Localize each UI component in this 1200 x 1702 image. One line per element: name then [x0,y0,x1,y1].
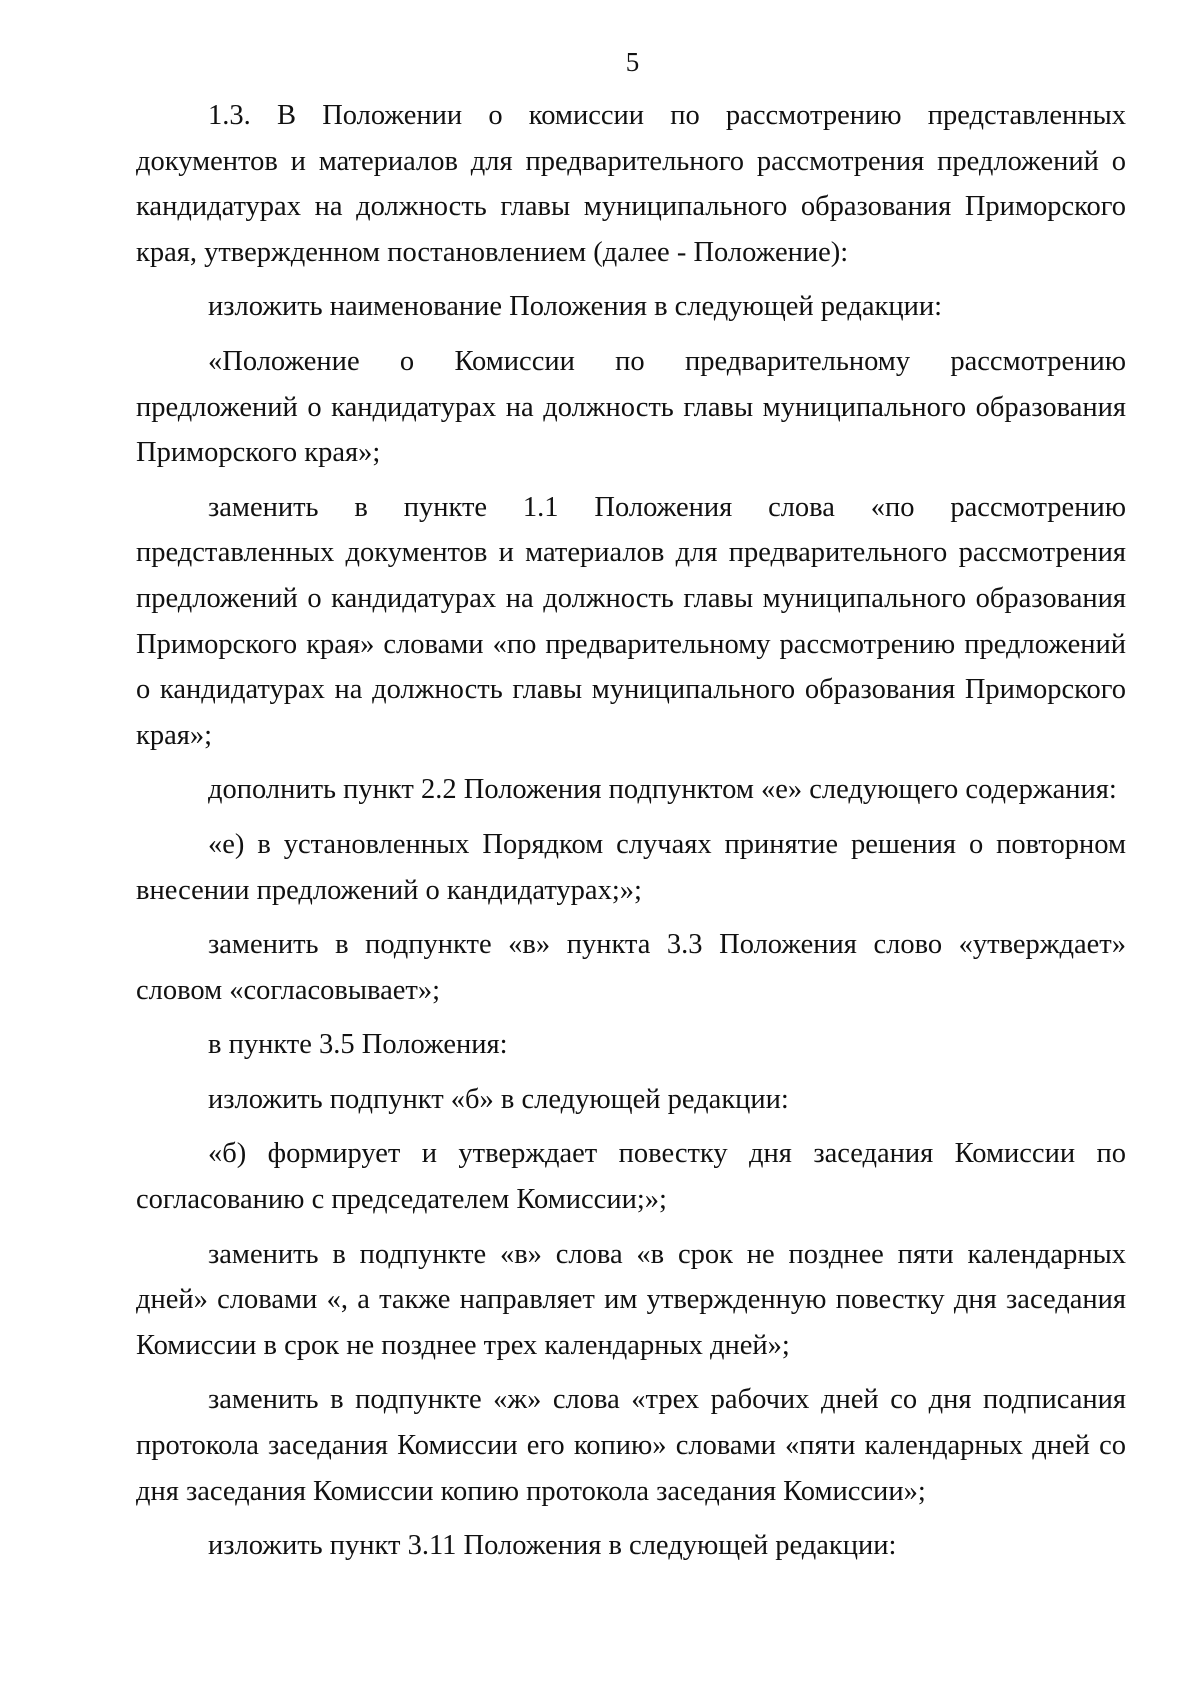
paragraph-replace-1-1: заменить в пункте 1.1 Положения слова «по рассмотрению представленных документов и материалов для предварительного рассмотрения предложений о кандидатурах на должность главы муниципального образования Приморского края» словами «по предварительному рассмотрению предложений о кандидатурах на должность главы муниципального образования Приморского края»; [136,491,1126,751]
paragraph-rename-b: изложить подпункт «б» в следующей редакции: [208,1083,789,1115]
paragraph-rename-title: изложить наименование Положения в следующей редакции: [208,291,943,323]
paragraph-add-2-2: дополнить пункт 2.2 Положения подпунктом «е» следующего содержания: [208,774,1117,806]
document-body [136,93,1126,1569]
paragraph-replace-3-3: заменить в подпункте «в» пункта 3.3 Положения слово «утверждает» словом «согласовывает»; [136,929,1126,1006]
paragraph-subpoint-b: «б) формирует и утверждает повестку дня заседания Комиссии по согласованию с председателем Комиссии;»; [136,1138,1126,1216]
paragraph-replace-zh: заменить в подпункте «ж» слова «трех рабочих дней со дня подписания протокола заседания Комиссии его копию» словами «пяти календарных дней со дня заседания Комиссии копию протокола заседания Комиссии»; [136,1384,1126,1507]
paragraph-point-3-5: в пункте 3.5 Положения: [208,1029,508,1061]
paragraph-new-title: «Положение о Комиссии по предварительному рассмотрению предложений о кандидатурах на должность главы муниципального образования Приморского края»; [136,345,1126,469]
paragraph-1-3: 1.3. В Положении о комиссии по рассмотрению представленных документов и материалов для предварительного рассмотрения предложений о кандидатурах на должность главы муниципального образования Приморского края, утвержденном постановлением (далее - Положение): [136,100,1126,268]
paragraph-subpoint-e: «е) в установленных Порядком случаях принятие решения о повторном внесении предложений о кандидатурах;»; [136,828,1126,906]
paragraph-replace-v: заменить в подпункте «в» слова «в срок не позднее пяти календарных дней» словами «, а также направляет им утвержденную повестку дня заседания Комиссии в срок не позднее трех календарных дней»; [136,1238,1126,1361]
paragraph-point-3-11: изложить пункт 3.11 Положения в следующей редакции: [208,1530,897,1562]
page-number: 5 [625,47,640,77]
